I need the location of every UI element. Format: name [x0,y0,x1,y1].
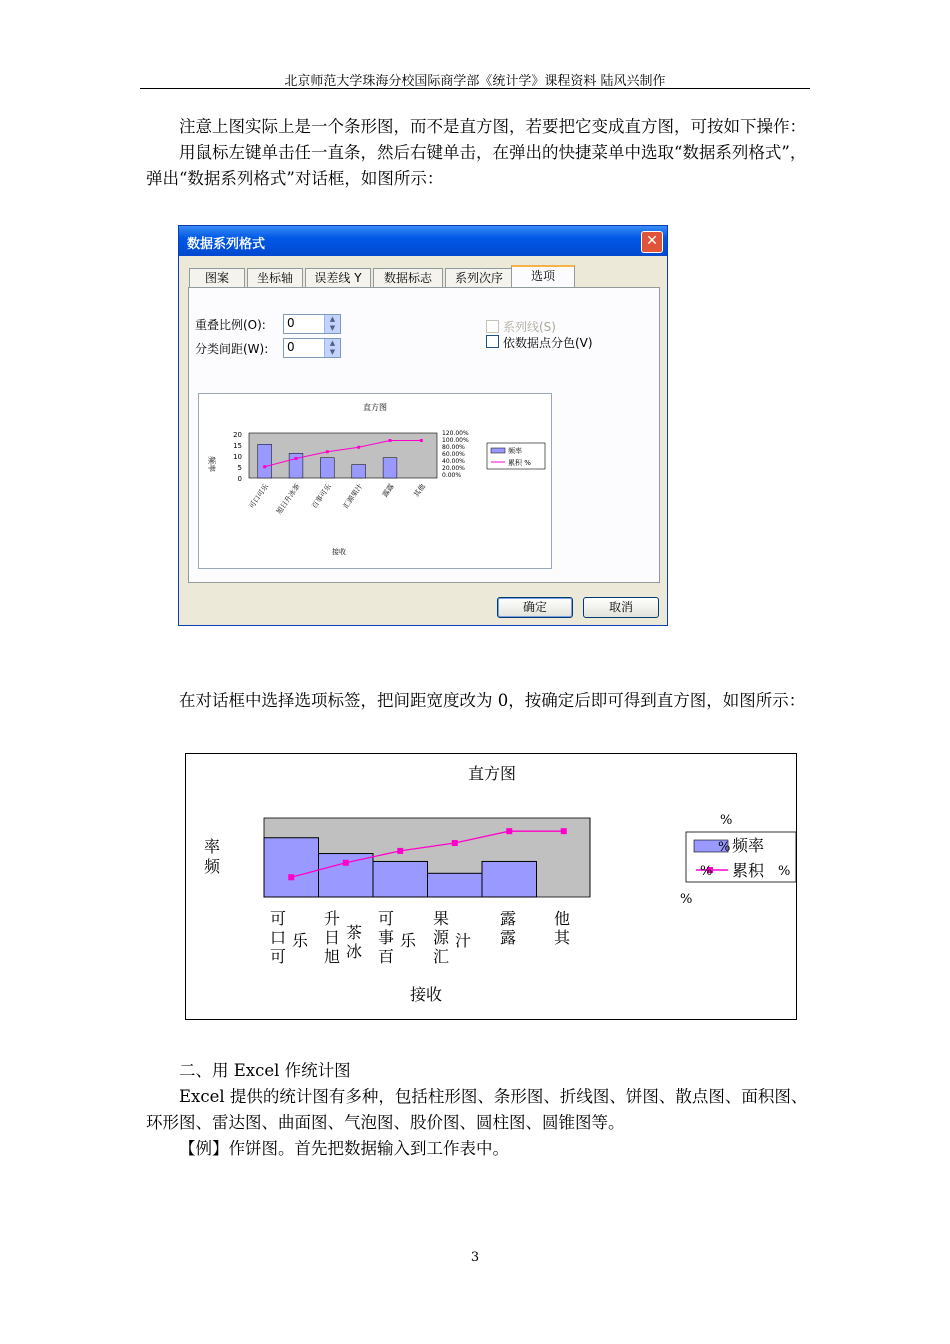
vary-colors-checkbox[interactable] [486,335,499,348]
ok-button[interactable]: 确定 [497,597,573,618]
tick-label: 20.00% [442,465,465,472]
category-char: 可 [269,909,287,928]
line-point [326,450,329,453]
tick-label: 0.00% [442,472,462,479]
category-label: 汇源果汁 [341,482,365,511]
preview-category-labels [248,481,427,516]
bar[interactable] [258,444,272,478]
category-char: 口 [269,928,287,947]
category-char: 日 [323,928,341,947]
gap-label: 分类间距(W): [195,342,269,356]
histogram-svg [186,754,796,1019]
category-char: 乐 [399,931,417,950]
tick-label: 100.00% [442,437,469,444]
intro-paragraphs [146,114,810,192]
paragraph: 在对话框中选择选项标签，把间距宽度改为 0，按确定后即可得到直方图，如图所示： [179,691,806,710]
preview-y2-ticks [442,430,469,479]
legend-label: 频率 [508,447,522,455]
preview-plot-area [249,433,437,478]
bar[interactable] [482,861,537,897]
paragraph: 注意上图实际上是一个条形图，而不是直方图，若要把它变成直方图，可按如下操作： [179,117,806,136]
close-icon[interactable]: ✕ [641,231,663,253]
legend-label: 累积 [732,861,765,880]
pct-label: % [778,864,791,879]
series-lines-checkbox[interactable] [486,320,499,333]
pct-label: % [720,813,733,828]
category-char: 露 [499,928,517,947]
header-rule [140,88,810,89]
line-point [343,860,349,866]
section-heading: 二、用 Excel 作统计图 [179,1061,351,1080]
format-series-dialog [178,225,668,626]
tick-label: 20 [233,431,242,439]
chart-preview [198,393,552,569]
preview-legend [487,443,545,469]
pct-label: % [700,864,713,879]
preview-xlabel: 接收 [332,548,346,556]
category-char: 旭 [323,947,341,966]
tab-pattern[interactable]: 图案 [189,268,245,287]
category-char: 茶 [345,923,363,942]
category-char: 可 [269,947,287,966]
legend-label: 频率 [732,836,765,855]
bar[interactable] [428,873,483,897]
line-point [561,828,567,834]
overlap-label: 重叠比例(O): [195,318,266,332]
tick-label: 5 [237,464,242,472]
category-label: 百事可乐 [310,482,333,511]
overlap-spinner[interactable]: 0 ▲ ▼ [283,314,341,334]
dialog-title: 数据系列格式 [187,237,266,252]
histogram-legend [686,832,796,882]
legend-label: 累积 % [508,459,531,467]
bar[interactable] [352,465,366,479]
category-label: 其他 [412,482,427,499]
tab-options[interactable]: 选项 [511,265,575,289]
tick-label: 10 [233,453,242,461]
category-char: 冰 [345,942,363,961]
category-labels [270,909,571,966]
bar[interactable] [373,861,428,897]
preview-title: 直方图 [363,403,387,412]
middle-paragraph [146,688,810,714]
chart-title: 直方图 [467,764,517,783]
page-header: 北京师范大学珠海分校国际商学部《统计学》课程资料 陆风兴制作 [284,74,666,89]
category-char: 其 [553,928,571,947]
spinner-arrows-icon[interactable]: ▲ ▼ [324,339,340,357]
tab-axis[interactable]: 坐标轴 [247,268,303,287]
category-label: 可口可乐 [247,482,271,511]
tick-label: 40.00% [442,458,465,465]
category-char: 可 [377,909,395,928]
line-point [357,446,360,449]
paragraph: 【例】作饼图。首先把数据输入到工作表中。 [179,1139,509,1158]
preview-ylabel: 频率 [207,456,216,472]
category-char: 汇 [432,947,450,966]
gap-width-spinner[interactable]: 0 ▲ ▼ [283,338,341,358]
tick-label: 0 [237,475,242,483]
cancel-button[interactable]: 取消 [583,597,659,618]
bar[interactable] [383,458,397,478]
line-point [389,439,392,442]
category-char: 汁 [454,931,472,950]
y-axis-label: 率 [204,837,221,856]
series-lines-label: 系列线(S) [503,320,556,334]
bar[interactable] [320,458,334,478]
category-char: 乐 [291,931,309,950]
category-char: 事 [377,928,395,947]
dialog-titlebar [179,226,667,256]
tab-data-labels[interactable]: 数据标志 [373,268,443,287]
y-axis-label: 频 [204,857,221,876]
line-point [506,828,512,834]
x-axis-label: 接收 [409,985,443,1004]
line-point [295,457,298,460]
section-two [146,1058,810,1162]
vary-colors-label: 依数据点分色(V) [503,336,593,350]
category-char: 百 [377,947,395,966]
category-label: 露露 [381,482,396,499]
options-panel [188,287,660,583]
preview-y-ticks [233,431,242,483]
line-point [420,439,423,442]
category-char: 源 [432,928,450,947]
page-number: 3 [470,1250,480,1265]
category-char: 升 [323,909,341,928]
category-label: 旭日升冰茶 [275,482,302,516]
legend-swatch [491,448,505,453]
tab-series-order[interactable]: 系列次序 [445,268,513,287]
spinner-arrows-icon[interactable]: ▲ ▼ [324,315,340,333]
paragraph: 用鼠标左键单击任一直条，然后右键单击，在弹出的快捷菜单中选取“数据系列格式”，弹出“数据系列格式”对话框，如图所示： [146,143,807,188]
line-point [397,848,403,854]
category-char: 露 [499,909,517,928]
histogram-chart [185,753,797,1020]
tick-label: 80.00% [442,444,465,451]
preview-chart-svg [199,394,551,568]
line-point [263,465,266,468]
tab-error-bars[interactable]: 误差线 Y [305,268,371,287]
line-point [288,874,294,880]
paragraph: Excel 提供的统计图有多种，包括柱形图、条形图、折线图、饼图、散点图、面积图、环形图、雷达图、曲面图、气泡图、股价图、圆柱图、圆锥图等。 [146,1087,808,1132]
tick-label: 15 [233,442,242,450]
bar[interactable] [264,838,319,897]
line-point [452,840,458,846]
category-char: 他 [553,909,571,928]
pct-label: % [718,840,731,855]
tick-label: 60.00% [442,451,465,458]
pct-label: % [680,892,693,907]
tick-label: 120.00% [442,430,469,437]
category-char: 果 [432,909,450,928]
